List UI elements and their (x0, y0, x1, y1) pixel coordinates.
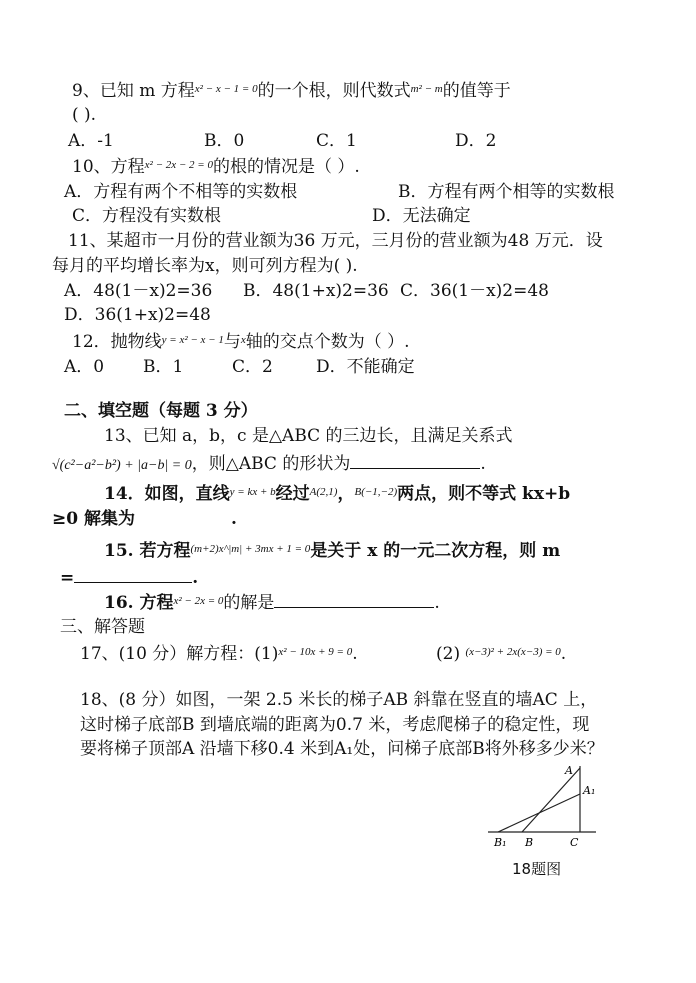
q14-point-b: B(−1,−2) (354, 486, 398, 498)
q16-answer-blank[interactable] (274, 591, 434, 608)
q9-equation: x² − x − 1 = 0 (194, 83, 258, 95)
q14-line2: ≥0 解集为 . (52, 509, 237, 529)
q14-equation: y = kx + b (229, 486, 276, 498)
q9-option-d: D．2 (455, 131, 497, 151)
section-fill-in-title: 二、填空题（每题 3 分） (64, 401, 258, 421)
q17-equation-1: x² − 10x + 9 = 0 (278, 646, 353, 658)
ladder-figure (482, 758, 602, 848)
label-b1: B₁ (494, 836, 507, 848)
q12-option-c: C．2 (232, 357, 273, 377)
q15-equation: (m+2)x^|m| + 3mx + 1 = 0 (190, 543, 311, 555)
q15-answer-blank[interactable] (74, 566, 192, 583)
q18-line1: 18、(8 分）如图，一架 2.5 米长的梯子AB 斜靠在竖直的墙AC 上， (80, 690, 598, 710)
q9-option-c: C．1 (316, 131, 357, 151)
section-answer-title: 三、解答题 (60, 617, 145, 637)
q17-equation-2: (x−3)² + 2x(x−3) = 0 (465, 646, 561, 658)
q9-option-a: A．-1 (68, 131, 114, 151)
q10-option-b: B．方程有两个相等的实数根 (398, 182, 615, 202)
q17-part2: (2) $^{(x-3)^2 + 2x(x-3) = 0}$. (436, 644, 567, 664)
q10-equation: x² − 2x − 2 = 0 (144, 159, 213, 171)
q12-option-d: D．不能确定 (316, 357, 415, 377)
q10-option-c: C．方程没有实数根 (72, 206, 222, 226)
q13-line1: 13、已知 a，b，c 是△ABC 的三边长，且满足关系式 (104, 426, 513, 446)
q13-line2: √(c²−a²−b²) + |a−b| = 0，则△ABC 的形状为 . (52, 454, 486, 474)
q9-paren: ( ). (72, 105, 97, 125)
q11-option-b: B．48(1+x)2=36 (243, 281, 389, 301)
q12-stem: 12．抛物线$^{y = x^2 - x - 1}$与$^x$轴的交点个数为（ ）. (72, 332, 410, 352)
q16-stem: 16. 方程$^{x^2 - 2x = 0}$的解是 . (104, 593, 440, 613)
label-a1: A₁ (583, 784, 596, 797)
q12-variable: x (240, 334, 246, 346)
q14-point-a: A(2,1) (309, 486, 338, 498)
q9-stem: 9、已知 m 方程$^{x^2 - x - 1 = 0}$的一个根，则代数式$^{m^2 - m}$的值等于 (72, 81, 511, 101)
q9-expression: m² − m (410, 83, 443, 95)
q15-stem: 15. 若方程$^{(m+2)x\^{}|m| + 3mx + 1 = 0}$是关于 x 的一元二次方程，则 m (104, 541, 561, 561)
q11-line2: 每月的平均增长率为x，则可列方程为( ). (52, 256, 358, 276)
q9-option-b: B．0 (204, 131, 245, 151)
q12-option-a: A．0 (64, 357, 105, 377)
ladder-ab (522, 768, 580, 832)
q11-option-a: A．48(1－x)2=36 (64, 281, 213, 301)
q17-stem: 17、(10 分）解方程：$(1)^{x^2 - 10x + 9 = 0}$. (80, 644, 358, 664)
q10-option-d: D．无法确定 (372, 206, 471, 226)
label-b: B (525, 836, 534, 848)
q10-stem: 10、方程$^{x^2 - 2x - 2 = 0}$的根的情况是（ ）. (72, 157, 360, 177)
q11-option-c: C．36(1－x)2=48 (400, 281, 549, 301)
q11-option-d: D．36(1+x)2=48 (64, 305, 211, 325)
q18-line3: 要将梯子顶部A 沿墙下移0.4 米到A₁处，问梯子底部B将外移多少米？ (80, 739, 604, 759)
q12-equation: y = x² − x − 1 (161, 334, 224, 346)
ladder-a1b1 (498, 794, 580, 832)
figure-caption: 18题图 (512, 860, 562, 878)
label-a: A (565, 764, 573, 777)
label-c: C (570, 836, 579, 848)
q13-equation: √(c²−a²−b²) + |a−b| = 0 (52, 458, 192, 473)
q14-stem: 14．如图，直线$^{y = kx + b}$经过$^{A(2,1)}$，$^{B(-1,-2)}$两点，则不等式 kx+b (104, 484, 571, 504)
q12-option-b: B．1 (143, 357, 184, 377)
q11-line1: 11、某超市一月份的营业额为36 万元，三月份的营业额为48 万元．设 (68, 231, 603, 251)
q13-answer-blank[interactable] (350, 452, 480, 469)
q16-equation: x² − 2x = 0 (173, 595, 224, 607)
q10-option-a: A．方程有两个不相等的实数根 (64, 182, 298, 202)
q15-line2: = . (60, 568, 199, 588)
q18-line2: 这时梯子底部B 到墙底端的距离为0.7 米，考虑爬梯子的稳定性，现 (80, 715, 590, 735)
